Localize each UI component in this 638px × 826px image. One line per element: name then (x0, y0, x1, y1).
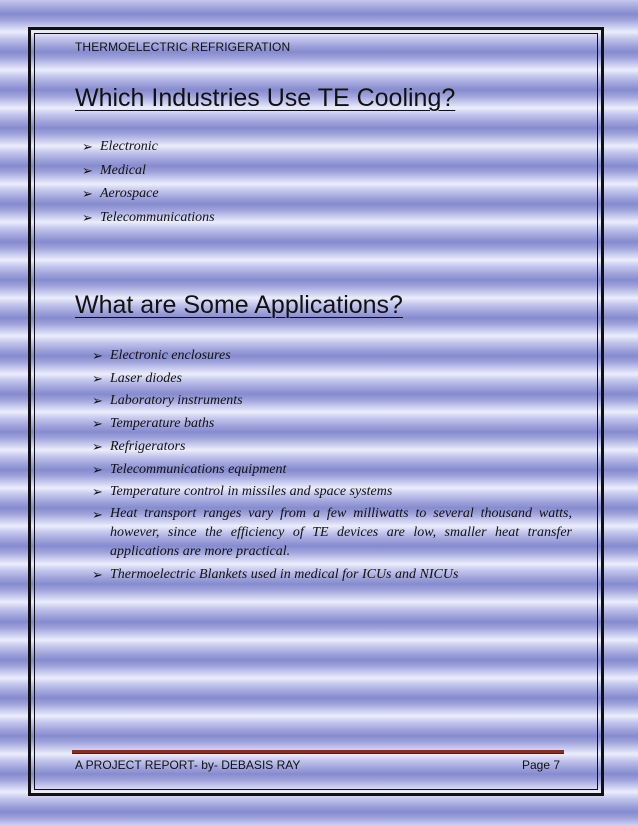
list-item-text: Refrigerators (110, 438, 186, 454)
list-item-text: Telecommunications (100, 209, 215, 225)
list-item (92, 481, 572, 504)
list-item (82, 135, 215, 159)
list-item (92, 368, 572, 391)
list-item (92, 345, 572, 368)
list-item (82, 159, 215, 183)
list-item-text: Thermoelectric Blankets used in medical for ICUs and NICUs (110, 566, 459, 582)
heading-applications: What are Some Applications? (75, 291, 403, 319)
arrow-bullet-icon: ➢ (92, 438, 103, 454)
arrow-bullet-icon: ➢ (82, 186, 93, 201)
arrow-bullet-icon: ➢ (92, 506, 103, 522)
industries-list (82, 135, 215, 229)
list-item-text: Temperature baths (110, 416, 215, 432)
list-item (82, 206, 215, 230)
list-item-text: Temperature control in missiles and space systems (110, 484, 393, 500)
arrow-bullet-icon: ➢ (82, 209, 93, 225)
list-item-text: Aerospace (100, 186, 159, 201)
list-item (92, 436, 572, 459)
footer-rule (72, 750, 564, 754)
applications-list (92, 345, 572, 587)
list-item-text: Medical (100, 162, 146, 178)
list-item (92, 390, 572, 413)
list-item-text: Electronic enclosures (110, 348, 231, 363)
list-item-text: Laboratory instruments (110, 393, 243, 409)
list-item (92, 413, 572, 436)
list-item-text: Telecommunications equipment (110, 461, 287, 477)
arrow-bullet-icon: ➢ (82, 162, 93, 178)
heading-industries: Which Industries Use TE Cooling? (75, 84, 456, 112)
list-item-text: Laser diodes (110, 370, 182, 386)
list-item-text: Electronic (100, 139, 158, 154)
list-item (92, 459, 572, 482)
arrow-bullet-icon: ➢ (92, 484, 103, 500)
list-item (82, 182, 215, 206)
arrow-bullet-icon: ➢ (92, 393, 103, 409)
list-item (92, 564, 572, 587)
page-number: Page 7 (522, 758, 561, 772)
arrow-bullet-icon: ➢ (92, 416, 103, 432)
arrow-bullet-icon: ➢ (92, 348, 103, 363)
list-item-text: Heat transport ranges vary from a few milliwatts to several thousand watts, however, since the efficiency of TE devices are low, smaller heat transfer applications are more practical. (110, 505, 572, 559)
arrow-bullet-icon: ➢ (92, 370, 103, 386)
list-item (92, 504, 572, 561)
arrow-bullet-icon: ➢ (82, 139, 93, 154)
arrow-bullet-icon: ➢ (92, 566, 103, 582)
footer-author: A PROJECT REPORT- by- DEBASIS RAY (75, 758, 301, 772)
arrow-bullet-icon: ➢ (92, 461, 103, 477)
running-header: THERMOELECTRIC REFRIGERATION (75, 40, 291, 54)
